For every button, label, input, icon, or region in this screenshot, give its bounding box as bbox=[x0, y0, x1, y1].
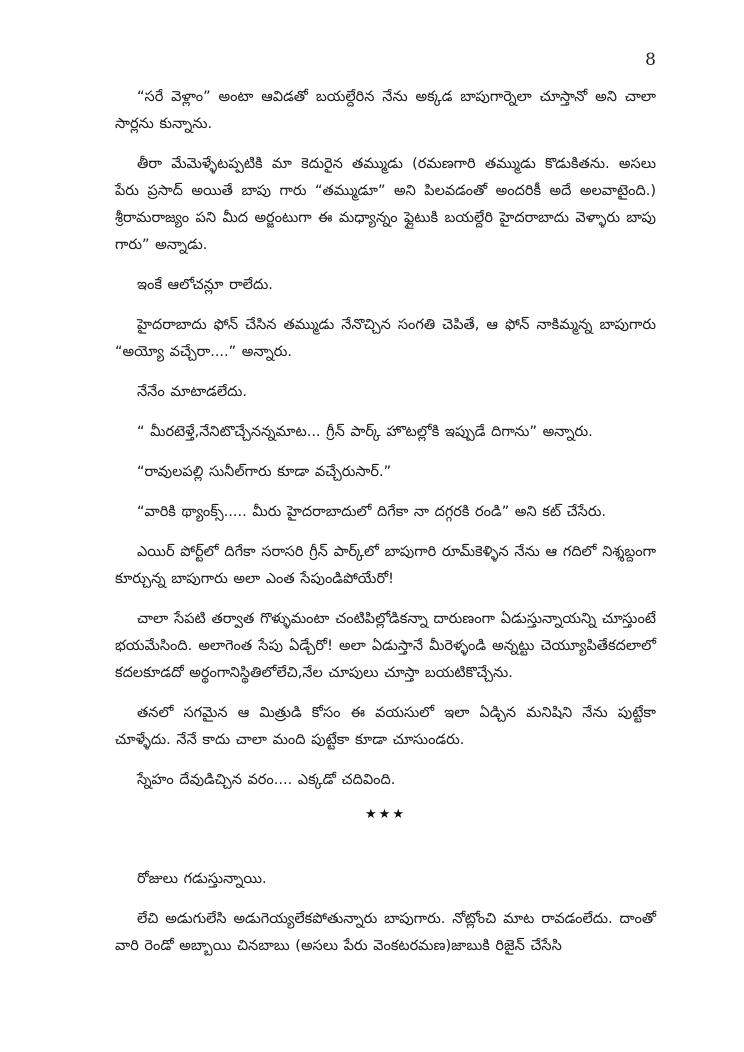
paragraph: “వారికి థ్యాంక్స్..... మీరు హైదరాబాదులో దిగేకా నా దగ్గరకి రండి” అని కట్ చేసేరు. bbox=[137, 504, 607, 520]
paragraph: ఎయిర్ పోర్ట్‌లో దిగేకా సరాసరి గ్రీన్ పార్క్‌లో బాపుగారి రూమ్‌కెళ్ళిన నేను ఆ గదిలో నిశ్శబ్దంగా కూర్చున్న బాపుగారు అలా ఎంత సేపుండిపోయేరో! bbox=[115, 544, 656, 587]
section-separator: ★★★ bbox=[365, 807, 406, 822]
paragraph: ఇంకే ఆలోచన్లూ రాలేదు. bbox=[137, 277, 273, 293]
page-body bbox=[115, 84, 656, 973]
paragraph: తీరా మేమెళ్ళేటప్పటికి మా కెదురైన తమ్ముడు (రమణగారి తమ్ముడు కొడుకితను. అసలు పేరు ప్రసాద్ అయితే బాపు గారు “తమ్ముడూ” అని పిలవడంతో అందరికీ అదే అలవాటైంది.) శ్రీరామరాజ్యం పని మీద అర్జంటుగా ఈ మధ్యాన్నం ఫ్లైటుకి బయల్దేరి హైదరాబాదు వెళ్ళారు బాపు గారు” అన్నాడు. bbox=[115, 156, 656, 253]
paragraph: “సరే వెళ్లాం” అంటా ఆవిడతో బయల్దేరిన నేను అక్కడ బాపుగార్నెలా చూస్తానో అని చాలా సార్లను కున్నాను. bbox=[115, 89, 656, 132]
paragraph: హైదరాబాదు ఫోన్ చేసిన తమ్ముడు నేనొచ్చిన సంగతి చెపితే, ఆ ఫోన్ నాకిమ్మన్న బాపుగారు “అయ్యో వచ్చేరా....” అన్నారు. bbox=[115, 317, 656, 360]
paragraph: లేచి అడుగులేసి అడుగెయ్యలేకపోతున్నారు బాపుగారు. నోట్లోంచి మాట రావడంలేదు. దాంతో వారి రెండో అబ్బాయి చినబాబు (అసలు పేరు వెంకటరమణ)జాబుకి రిజైన్ చేసేసి bbox=[115, 911, 656, 954]
paragraph: “ మీరటెళ్తే,నేనిటొచ్చేనన్నమాట... గ్రీన్ పార్క్ హొటల్లోకి ఇప్పుడే దిగాను” అన్నారు. bbox=[137, 424, 593, 440]
paragraph: నేనేం మాటాడలేదు. bbox=[137, 384, 248, 400]
page-number: 8 bbox=[645, 50, 656, 70]
paragraph: తనలో సగమైన ఆ మిత్రుడి కోసం ఈ వయసులో ఇలా ఏడ్చిన మనిషిని నేను పుట్టేకా చూళ్ళేదు. నేనే కాదు చాలా మంది పుట్టేకా కూడా చూసుండరు. bbox=[115, 705, 656, 748]
paragraph: “రావులపల్లి సునీల్‌గారు కూడా వచ్చేరుసార్.” bbox=[137, 464, 392, 480]
paragraph: రోజులు గడుస్తున్నాయి. bbox=[137, 871, 267, 887]
paragraph: చాలా సేపటి తర్వాత గొళ్ళుమంటా చంటిపిల్లోడికన్నా దారుణంగా ఏడుస్తున్నాయన్ని చూస్తుంటే భయమేసింది. అలాగెంత సేపు ఏడ్చేరో! అలా ఏడుస్తానే మీరెళ్ళండి అన్నట్టు చెయ్యూపితేకదలాలో కదలకూడదో అర్థంగానిస్థితిలోలేచి,నేల చూపులు చూస్తా బయటికొచ్చేను. bbox=[115, 611, 656, 681]
paragraph: స్నేహం దేవుడిచ్చిన వరం.... ఎక్కడో చదివింది. bbox=[137, 772, 396, 788]
